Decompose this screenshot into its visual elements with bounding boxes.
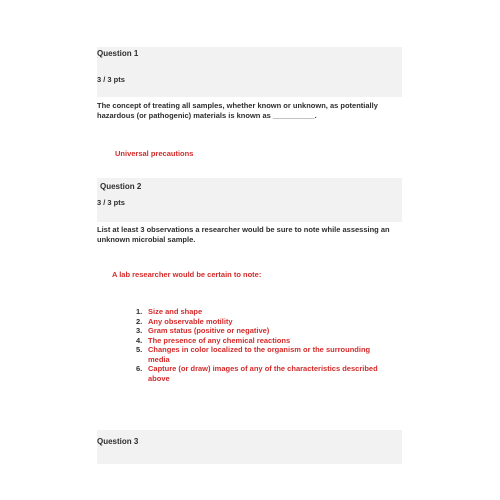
list-item: 4. The presence of any chemical reactions xyxy=(136,335,291,345)
question-1-answer: Universal precautions xyxy=(115,149,194,158)
question-2-title: Question 2 xyxy=(100,182,142,191)
question-2-answer-intro: A lab researcher would be certain to note: xyxy=(112,270,262,279)
question-1-title: Question 1 xyxy=(97,49,139,58)
question-1-header xyxy=(97,47,402,97)
question-2-answer-list xyxy=(133,307,383,383)
question-2-header xyxy=(97,178,402,222)
question-2-points: 3 / 3 pts xyxy=(97,198,125,207)
question-1-points: 3 / 3 pts xyxy=(97,75,125,84)
list-item: 1. Size and shape xyxy=(136,307,203,316)
question-3-title: Question 3 xyxy=(97,437,139,446)
question-2-text: List at least 3 observations a researcher would be sure to note while assessing an unknown microbial sample. xyxy=(97,225,390,244)
list-item: 2. Any observable motility xyxy=(136,316,233,326)
question-3-header xyxy=(97,430,402,464)
question-1-text: The concept of treating all samples, whether known or unknown, as potentially hazardous (or pathogenic) materials is known as __________. xyxy=(97,101,378,120)
list-item: 6. Capture (or draw) images of any of the characteristics described above xyxy=(136,364,378,383)
list-item: 5. Changes in color localized to the organism or the surrounding media xyxy=(136,345,371,364)
list-item: 3. Gram status (positive or negative) xyxy=(136,326,270,335)
